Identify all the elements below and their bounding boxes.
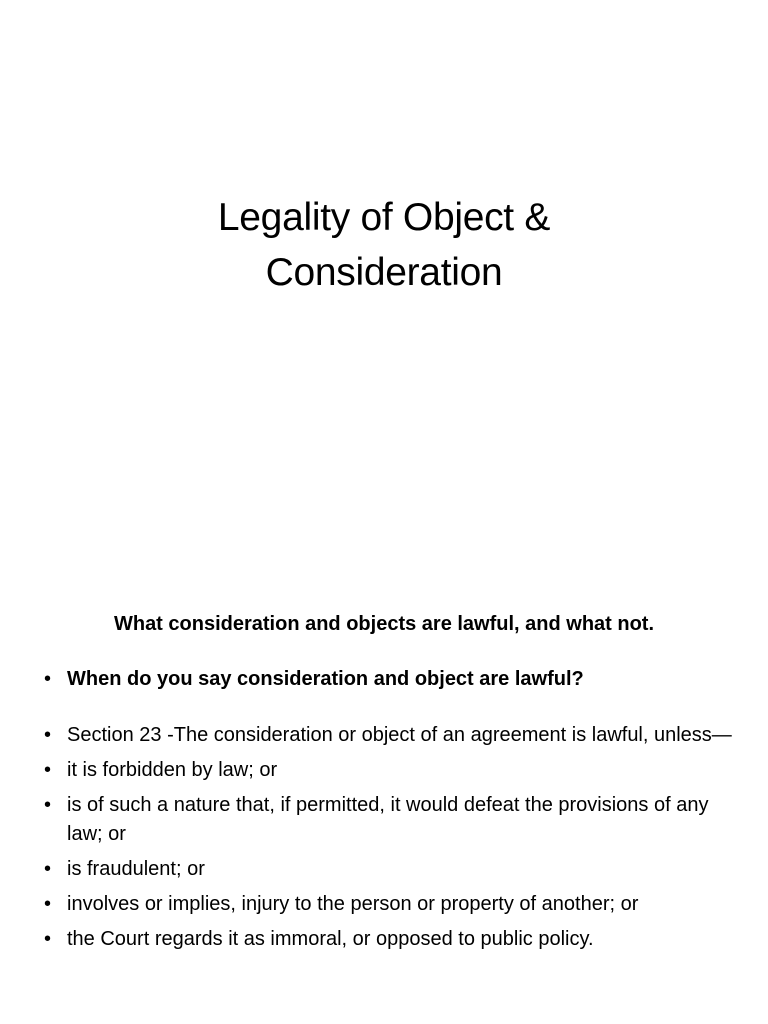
slide-title [0,190,768,300]
slide-heading: What consideration and objects are lawful, and what not. [113,613,655,635]
bullet-text: involves or implies, injury to the person or property of another; or [67,893,639,915]
bullet-item-fraudulent [44,855,734,884]
bullet-item-section-23 [44,721,734,750]
slide-title-line-2: Consideration [265,251,503,294]
bullet-item-forbidden [44,756,734,785]
bullet-icon: • [44,668,52,690]
bullet-icon: • [44,858,52,880]
bullet-icon: • [44,724,52,746]
bullet-list [44,665,734,960]
bullet-item-question [44,665,734,694]
slide-title-line-1: Legality of Object & [217,196,551,239]
bullet-item-defeat-law [44,791,734,849]
bullet-text: the Court regards it as immoral, or opposed to public policy. [67,928,594,950]
bullet-text: Section 23 -The consideration or object of an agreement is lawful, unless— [67,724,732,746]
bullet-icon: • [44,893,52,915]
bullet-item-immoral [44,925,734,954]
bullet-icon: • [44,794,52,816]
bullet-icon: • [44,759,52,781]
bullet-text: is fraudulent; or [67,858,205,880]
bullet-text: it is forbidden by law; or [67,759,278,781]
bullet-icon: • [44,928,52,950]
bullet-text: is of such a nature that, if permitted, it would defeat the provisions of any law; or [67,794,709,845]
bullet-item-injury [44,890,734,919]
bullet-text: When do you say consideration and object are lawful? [67,668,584,690]
content-slide [0,576,768,1024]
